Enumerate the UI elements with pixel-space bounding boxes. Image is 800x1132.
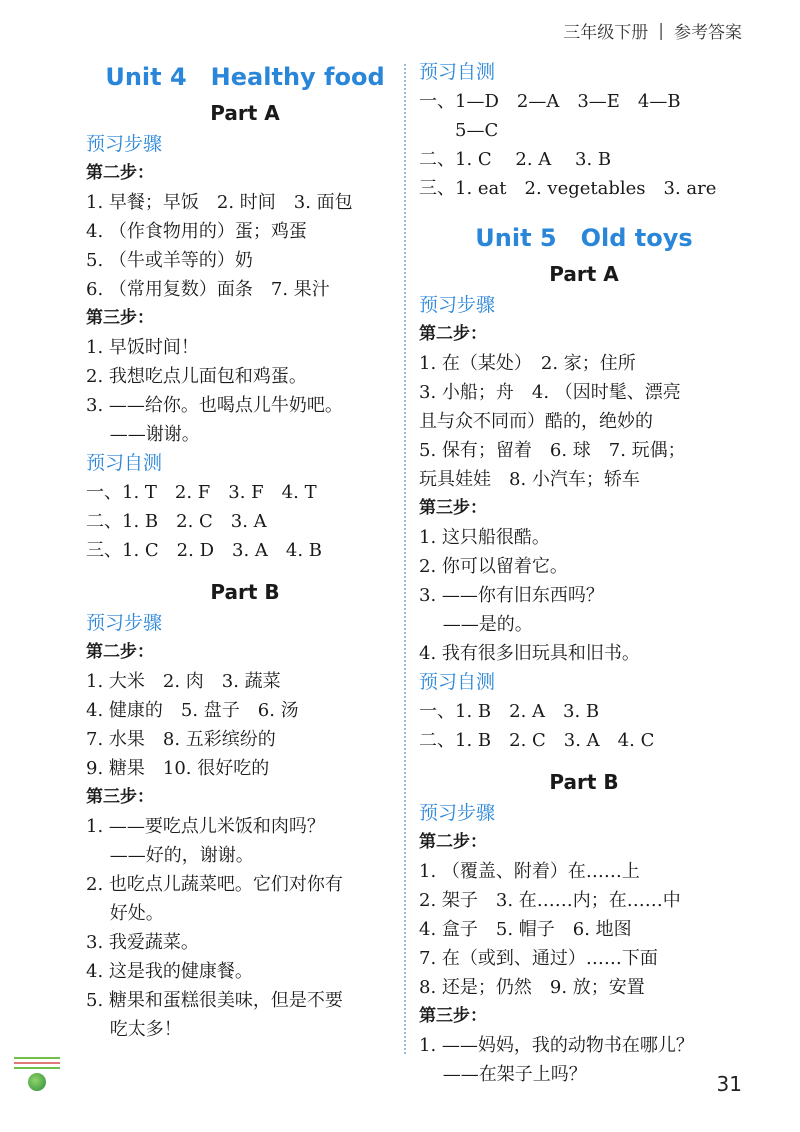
unit5-partB-step2-title: 第二步： (419, 832, 487, 852)
right-column (419, 58, 749, 1089)
unit4-partA-test-title: 预习自测 (86, 452, 163, 474)
answer-line: 1. 这只船很酷。 (419, 527, 550, 548)
unit4-partA-step3-title: 第三步： (86, 308, 154, 328)
unit4-partB-test-title: 预习自测 (419, 61, 496, 83)
answer-line: 8. 还是；仍然 9. 放；安置 (419, 977, 645, 998)
answer-line: 3. ——给你。也喝点儿牛奶吧。 (86, 395, 343, 416)
unit5-partA-test-title: 预习自测 (419, 671, 496, 693)
answer-line: 三、1. eat 2. vegetables 3. are (419, 178, 717, 199)
answer-line: 5. （牛或羊等的）奶 (86, 250, 253, 271)
answer-line: 玩具娃娃 8. 小汽车；轿车 (419, 469, 640, 490)
answer-line: 1. ——妈妈，我的动物书在哪儿？ (419, 1035, 694, 1056)
unit5-partA-step3-title: 第三步： (419, 498, 487, 518)
answer-line: 4. 健康的 5. 盘子 6. 汤 (86, 700, 299, 721)
unit4-partB-step3-title: 第三步： (86, 787, 154, 807)
header-section: 参考答案 (674, 23, 742, 43)
answer-line: 4. （作食物用的）蛋；鸡蛋 (86, 221, 307, 242)
answer-line: 5—C (419, 120, 499, 141)
answer-line: 2. 也吃点儿蔬菜吧。它们对你有 (86, 874, 343, 895)
answer-line: 3. 小船；舟 4. （因时髦、漂亮 (419, 382, 681, 403)
answer-line: 二、1. C 2. A 3. B (419, 149, 612, 170)
answer-line: 7. 水果 8. 五彩缤纷的 (86, 729, 276, 750)
answer-line: 5. 糖果和蛋糕很美味，但是不要 (86, 990, 343, 1011)
answer-line: 一、1. T 2. F 3. F 4. T (86, 482, 317, 503)
unit5-partA-steps-title: 预习步骤 (419, 294, 496, 316)
answer-line: 9. 糖果 10. 很好吃的 (86, 758, 270, 779)
answer-line: 1. 早饭时间！ (86, 337, 199, 358)
unit4-title: Unit 4 Healthy food (105, 63, 385, 91)
page-header (563, 18, 742, 43)
unit4-partA-steps-title: 预习步骤 (86, 133, 163, 155)
answer-line: 1. （覆盖、附着）在……上 (419, 861, 640, 882)
page-number: 31 (716, 1072, 742, 1096)
answer-line: 且与众不同而）酷的，绝妙的 (419, 411, 653, 432)
answer-line: 6. （常用复数）面条 7. 果汁 (86, 279, 330, 300)
unit5-partB-step3-title: 第三步： (419, 1006, 487, 1026)
answer-line: 4. 盒子 5. 帽子 6. 地图 (419, 919, 632, 940)
answer-line: 5. 保有；留着 6. 球 7. 玩偶； (419, 440, 686, 461)
answer-line: 3. 我爱蔬菜。 (86, 932, 199, 953)
answer-line: 好处。 (86, 903, 164, 924)
answer-line: 4. 我有很多旧玩具和旧书。 (419, 643, 640, 664)
left-column (86, 58, 404, 1044)
answer-line: 3. ——你有旧东西吗？ (419, 585, 604, 606)
answer-line: 二、1. B 2. C 3. A (86, 511, 267, 532)
answer-line: ——好的，谢谢。 (86, 845, 254, 866)
answer-line: 一、1—D 2—A 3—E 4—B (419, 91, 681, 112)
answer-line: 1. ——要吃点儿米饭和肉吗？ (86, 816, 325, 837)
unit4-partB-title: Part B (210, 580, 280, 604)
unit5-title: Unit 5 Old toys (475, 224, 693, 252)
answer-line: ——谢谢。 (86, 424, 200, 445)
answer-line: 4. 这是我的健康餐。 (86, 961, 253, 982)
answer-line: 1. 大米 2. 肉 3. 蔬菜 (86, 671, 281, 692)
unit4-partB-steps-title: 预习步骤 (86, 612, 163, 634)
answer-line: 7. 在（或到、通过）……下面 (419, 948, 658, 969)
unit4-partA-title: Part A (210, 101, 280, 125)
answer-line: 1. 在（某处） 2. 家；住所 (419, 353, 636, 374)
unit5-partB-steps-title: 预习步骤 (419, 802, 496, 824)
answer-line: 2. 架子 3. 在……内；在……中 (419, 890, 681, 911)
answer-line: ——在架子上吗？ (419, 1064, 587, 1085)
unit5-partA-step2-title: 第二步： (419, 324, 487, 344)
column-divider (404, 64, 406, 1054)
answer-line: 1. 早餐；早饭 2. 时间 3. 面包 (86, 192, 353, 213)
answer-line: 二、1. B 2. C 3. A 4. C (419, 730, 655, 751)
unit5-partB-title: Part B (549, 770, 619, 794)
publisher-logo-icon (14, 1054, 60, 1106)
answer-line: 2. 我想吃点儿面包和鸡蛋。 (86, 366, 307, 387)
answer-line: ——是的。 (419, 614, 533, 635)
header-separator: | (658, 20, 664, 41)
answer-line: 2. 你可以留着它。 (419, 556, 568, 577)
answer-line: 一、1. B 2. A 3. B (419, 701, 600, 722)
unit5-partA-title: Part A (549, 262, 619, 286)
answer-line: 吃太多！ (86, 1019, 182, 1040)
answer-line: 三、1. C 2. D 3. A 4. B (86, 540, 323, 561)
header-grade: 三年级下册 (563, 23, 649, 43)
unit4-partA-step2-title: 第二步： (86, 163, 154, 183)
unit4-partB-step2-title: 第二步： (86, 642, 154, 662)
